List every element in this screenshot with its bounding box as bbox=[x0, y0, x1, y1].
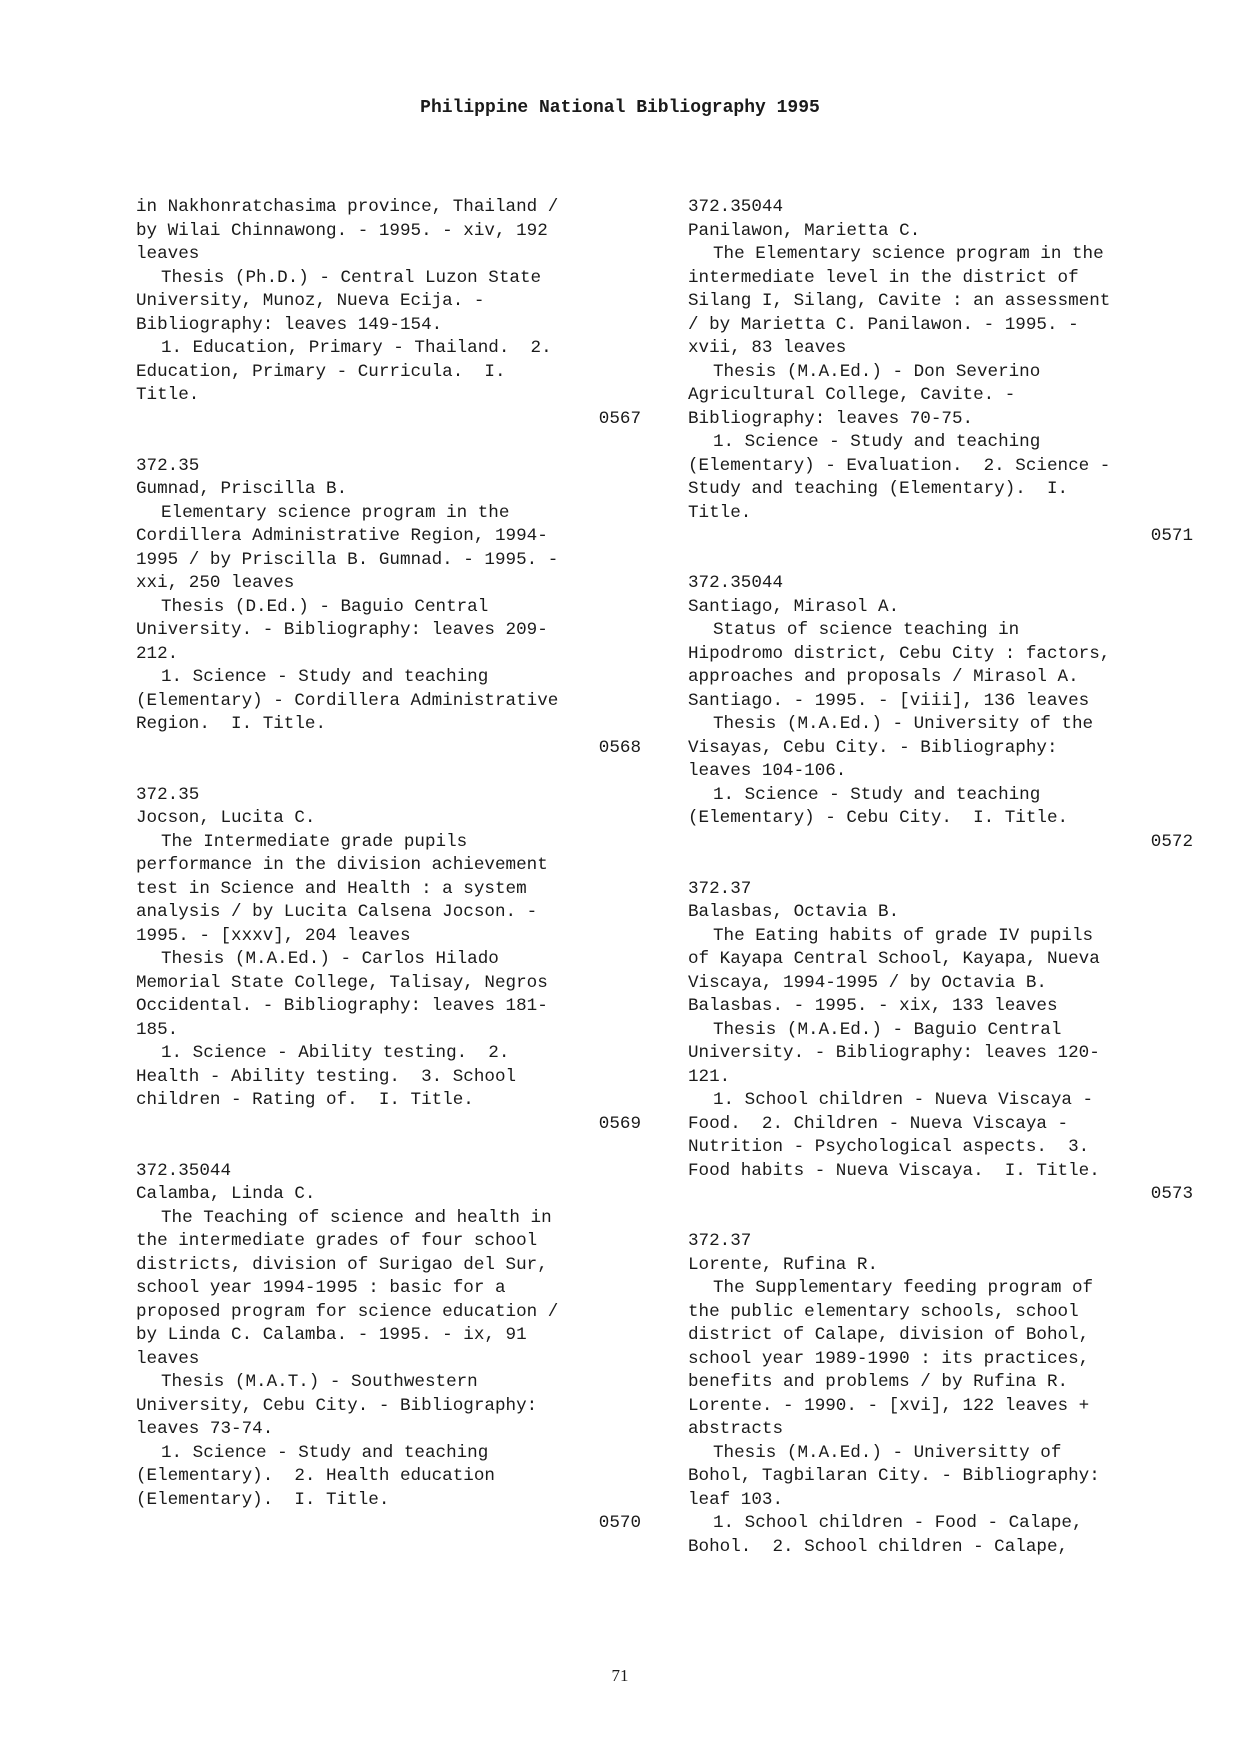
entry-line: 1. Science - Study and teaching bbox=[161, 1442, 489, 1463]
entry-line: performance in the division achievement bbox=[136, 855, 548, 875]
entry-line: The Eating habits of grade IV pupils bbox=[713, 925, 1094, 946]
entry-line: Cordillera Administrative Region, 1994- bbox=[136, 526, 548, 546]
entry-line: Title. bbox=[136, 385, 200, 405]
entry-line: leaves 73-74. bbox=[136, 1419, 274, 1439]
entry-line: / by Marietta C. Panilawon. - 1995. - bbox=[688, 314, 1079, 335]
entry-line: 1. School children - Nueva Viscaya - bbox=[713, 1090, 1094, 1110]
entry-line: 1995 / by Priscilla B. Gumnad. - 1995. - bbox=[136, 549, 559, 570]
entry-line: Food habits - Nueva Viscaya. I. Title. bbox=[688, 1160, 1100, 1181]
entry-line: Bohol, Tagbilaran City. - Bibliography: bbox=[688, 1466, 1100, 1486]
entry-line: approaches and proposals / Mirasol A. bbox=[688, 667, 1079, 687]
bibliography-entry bbox=[688, 878, 1193, 1207]
entry-line: (Elementary) - Cordillera Administrative bbox=[136, 690, 559, 711]
entry-line: Thesis (M.A.Ed.) - University of the bbox=[713, 714, 1094, 734]
entry-line: Memorial State College, Talisay, Negros bbox=[136, 972, 548, 993]
bibliography-entry bbox=[136, 1160, 641, 1536]
entry-line: Occidental. - Bibliography: leaves 181- bbox=[136, 996, 548, 1016]
entry-line: 121. bbox=[688, 1066, 731, 1087]
entry-line: Thesis (Ph.D.) - Central Luzon State bbox=[161, 267, 542, 288]
entry-number: 0573 bbox=[1150, 1184, 1193, 1204]
entry-line: 372.35044 bbox=[688, 197, 784, 217]
entry-number: 0570 bbox=[598, 1513, 641, 1533]
entry-line: Thesis (D.Ed.) - Baguio Central bbox=[161, 596, 489, 617]
entry-line: test in Science and Health : a system bbox=[136, 878, 527, 899]
entry-line: 1. Science - Ability testing. 2. bbox=[161, 1043, 510, 1063]
entry-number: 0568 bbox=[598, 737, 641, 758]
page-title: Philippine National Bibliography 1995 bbox=[420, 98, 820, 118]
entry-line: Nutrition - Psychological aspects. 3. bbox=[688, 1137, 1090, 1157]
bibliography-entry bbox=[136, 784, 641, 1137]
entry-line: analysis / by Lucita Calsena Jocson. - bbox=[136, 902, 538, 922]
entry-line: Santiago, Mirasol A. bbox=[688, 596, 900, 617]
entry-line: xxi, 250 leaves bbox=[136, 573, 295, 593]
entry-line: Study and teaching (Elementary). I. bbox=[688, 479, 1069, 499]
entry-line: Silang I, Silang, Cavite : an assessment bbox=[688, 291, 1111, 311]
entry-line: the public elementary schools, school bbox=[688, 1301, 1079, 1322]
entry-line: by Linda C. Calamba. - 1995. - ix, 91 bbox=[136, 1325, 527, 1345]
entry-line: in Nakhonratchasima province, Thailand / bbox=[136, 197, 559, 217]
entry-line: 372.35044 bbox=[688, 573, 784, 593]
entry-line: children - Rating of. I. Title. bbox=[136, 1090, 474, 1110]
entry-line: 372.37 bbox=[688, 1231, 752, 1251]
entry-line: Hipodromo district, Cebu City : factors, bbox=[688, 643, 1111, 664]
entry-line: 1. School children - Food - Calape, bbox=[713, 1513, 1083, 1533]
entry-line: leaves bbox=[136, 244, 200, 264]
entry-line: 372.35044 bbox=[136, 1160, 232, 1181]
left-column bbox=[136, 196, 641, 1559]
entry-line: districts, division of Surigao del Sur, bbox=[136, 1254, 548, 1275]
entry-line: Visayas, Cebu City. - Bibliography: bbox=[688, 737, 1058, 758]
entry-line: 1. Science - Study and teaching bbox=[713, 784, 1041, 805]
entry-line: Gumnad, Priscilla B. bbox=[136, 479, 348, 499]
entry-line: the intermediate grades of four school bbox=[136, 1231, 538, 1251]
entry-number: 0572 bbox=[1150, 831, 1193, 852]
entry-line: 1. Education, Primary - Thailand. 2. bbox=[161, 338, 552, 358]
entry-line: Viscaya, 1994-1995 / by Octavia B. bbox=[688, 972, 1047, 993]
entry-line: school year 1994-1995 : basic for a bbox=[136, 1278, 506, 1298]
entry-line: leaf 103. bbox=[688, 1489, 784, 1510]
entry-line: benefits and problems / by Rufina R. bbox=[688, 1372, 1069, 1392]
entry-line: Lorente. - 1990. - [xvi], 122 leaves + bbox=[688, 1395, 1090, 1416]
entry-line: The Supplementary feeding program of bbox=[713, 1278, 1094, 1298]
entry-line: Panilawon, Marietta C. bbox=[688, 220, 921, 241]
entry-line: Thesis (M.A.T.) - Southwestern bbox=[161, 1372, 478, 1392]
entry-line: 185. bbox=[136, 1019, 179, 1040]
entry-line: University, Munoz, Nueva Ecija. - bbox=[136, 291, 485, 311]
entry-line: 372.37 bbox=[688, 878, 752, 899]
entry-line: 1995. - [xxxv], 204 leaves bbox=[136, 925, 411, 946]
entry-line: 1. Science - Study and teaching bbox=[161, 667, 489, 687]
entry-line: leaves 104-106. bbox=[688, 761, 847, 781]
entry-line: Lorente, Rufina R. bbox=[688, 1254, 879, 1275]
entry-line: (Elementary). 2. Health education bbox=[136, 1466, 495, 1486]
entry-line: Health - Ability testing. 3. School bbox=[136, 1066, 517, 1087]
entry-line: 372.35 bbox=[136, 455, 200, 476]
entry-line: (Elementary) - Evaluation. 2. Science - bbox=[688, 455, 1111, 476]
entry-line: Balasbas, Octavia B. bbox=[688, 902, 900, 922]
entry-line: Thesis (M.A.Ed.) - Baguio Central bbox=[713, 1019, 1062, 1040]
entry-number: 0569 bbox=[598, 1113, 641, 1134]
entry-line: Jocson, Lucita C. bbox=[136, 808, 316, 828]
entry-line: by Wilai Chinnawong. - 1995. - xiv, 192 bbox=[136, 220, 548, 241]
entry-line: Title. bbox=[688, 502, 752, 523]
entry-line: University. - Bibliography: leaves 209- bbox=[136, 620, 548, 640]
right-column bbox=[688, 196, 1193, 1583]
entry-line: Bibliography: leaves 149-154. bbox=[136, 314, 443, 335]
entry-line: Education, Primary - Curricula. I. bbox=[136, 361, 506, 382]
entry-line: Region. I. Title. bbox=[136, 714, 327, 734]
entry-line: Status of science teaching in bbox=[713, 620, 1020, 640]
entry-number: 0567 bbox=[598, 408, 641, 429]
entry-line: (Elementary). I. Title. bbox=[136, 1489, 390, 1510]
entry-line: 372.35 bbox=[136, 784, 200, 805]
entry-line: Thesis (M.A.Ed.) - Carlos Hilado bbox=[161, 949, 499, 969]
entry-line: The Elementary science program in the bbox=[713, 244, 1104, 264]
entry-line: intermediate level in the district of bbox=[688, 267, 1079, 288]
entry-line: The Intermediate grade pupils bbox=[161, 831, 468, 852]
entry-line: (Elementary) - Cebu City. I. Title. bbox=[688, 808, 1069, 828]
bibliography-entry bbox=[688, 196, 1193, 549]
page-number: 71 bbox=[611, 1666, 629, 1685]
entry-line: Thesis (M.A.Ed.) - Don Severino bbox=[713, 361, 1041, 382]
entry-line: Balasbas. - 1995. - xix, 133 leaves bbox=[688, 996, 1058, 1016]
entry-line: of Kayapa Central School, Kayapa, Nueva bbox=[688, 949, 1100, 969]
entry-line: Bibliography: leaves 70-75. bbox=[688, 408, 974, 429]
entry-line: Santiago. - 1995. - [viii], 136 leaves bbox=[688, 690, 1090, 711]
entry-line: Elementary science program in the bbox=[161, 502, 510, 523]
bibliography-entry bbox=[688, 1230, 1193, 1559]
entry-number: 0571 bbox=[1150, 526, 1193, 546]
entry-line: University. - Bibliography: leaves 120- bbox=[688, 1043, 1100, 1063]
entry-line: The Teaching of science and health in bbox=[161, 1207, 552, 1228]
bibliography-entry bbox=[688, 572, 1193, 854]
entry-line: 212. bbox=[136, 643, 179, 664]
entry-line: Bohol. 2. School children - Calape, bbox=[688, 1536, 1069, 1557]
entry-line: district of Calape, division of Bohol, bbox=[688, 1325, 1090, 1345]
entry-line: Agricultural College, Cavite. - bbox=[688, 385, 1016, 405]
entry-line: University, Cebu City. - Bibliography: bbox=[136, 1395, 538, 1416]
entry-line: leaves bbox=[136, 1348, 200, 1369]
entry-line: Thesis (M.A.Ed.) - Universitty of bbox=[713, 1442, 1062, 1463]
entry-line: proposed program for science education / bbox=[136, 1301, 559, 1322]
bibliography-entry bbox=[136, 455, 641, 761]
entry-line: Food. 2. Children - Nueva Viscaya - bbox=[688, 1113, 1069, 1134]
entry-line: school year 1989-1990 : its practices, bbox=[688, 1348, 1090, 1369]
bibliography-entry bbox=[136, 196, 641, 431]
entry-line: xvii, 83 leaves bbox=[688, 338, 847, 358]
entry-line: 1. Science - Study and teaching bbox=[713, 432, 1041, 452]
entry-line: Calamba, Linda C. bbox=[136, 1184, 316, 1204]
entry-line: abstracts bbox=[688, 1419, 784, 1439]
